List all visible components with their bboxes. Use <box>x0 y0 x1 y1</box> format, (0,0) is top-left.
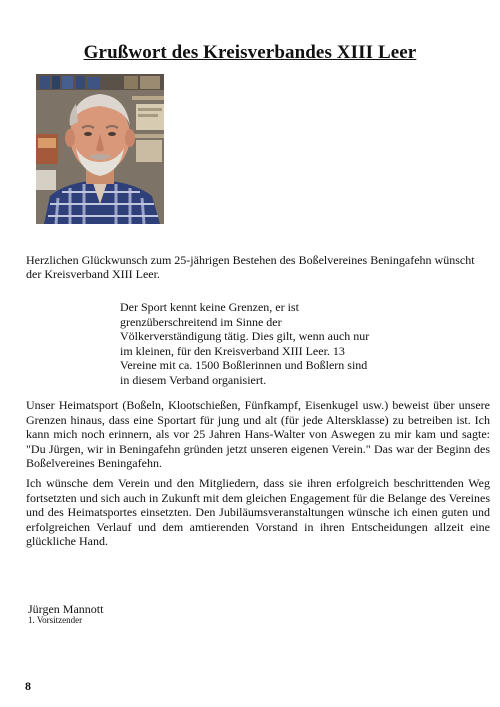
quote-paragraph: Der Sport kennt keine Grenzen, er ist grenzüberschreitend im Sinne der Völkerverständigung tätig. Dies gilt, wenn auch nur im kleinen, für den Kreisverband XIII Leer. 13 Vereine mit ca. 1500 Boßlerinnen und Boßlern sind in diesem Verband organisiert. <box>120 300 370 387</box>
page-number: 8 <box>25 679 31 693</box>
intro-paragraph: Herzlichen Glückwunsch zum 25-jährigen Bestehen des Boßelvereines Beningafehn wünscht der Kreisverband XIII Leer. <box>26 253 475 281</box>
page-title: Grußwort des Kreisverbandes XIII Leer <box>83 42 417 63</box>
signature-name: Jürgen Mannott <box>28 602 104 616</box>
body-paragraph-2: Ich wünsche dem Verein und den Mitgliedern, dass sie ihren erfolgreich beschrittenden Weg fortsetzten und sich auch in Zukunft mit dem gleichen Engagement für die Belange des Vereines und des Heimatsportes einsetzten. Den Jubiläumsveranstaltungen wünsche ich einen guten und erfolgreichen Verlauf und dem amtierenden Vorstand in ihren Entscheidungen allzeit eine glückliche Hand. <box>26 476 490 548</box>
body-paragraph-1: Unser Heimatsport (Boßeln, Klootschießen, Fünfkampf, Eisenkugel usw.) beweist über unsere Grenzen hinaus, dass eine Sportart für jung und alt (für jede Altersklasse) zu betreiben ist. Ich kann mich noch erinnern, als vor 25 Jahren Hans-Walter von Aswegen zu mir kam und sagte: "Du Jürgen, wir in Beningafehn gründen jetzt unseren eigenen Verein." Das war der Beginn des Boßelvereines Beningafehn. <box>26 398 490 470</box>
portrait-photo <box>36 74 164 224</box>
signature-role: 1. Vorsitzender <box>28 615 83 625</box>
